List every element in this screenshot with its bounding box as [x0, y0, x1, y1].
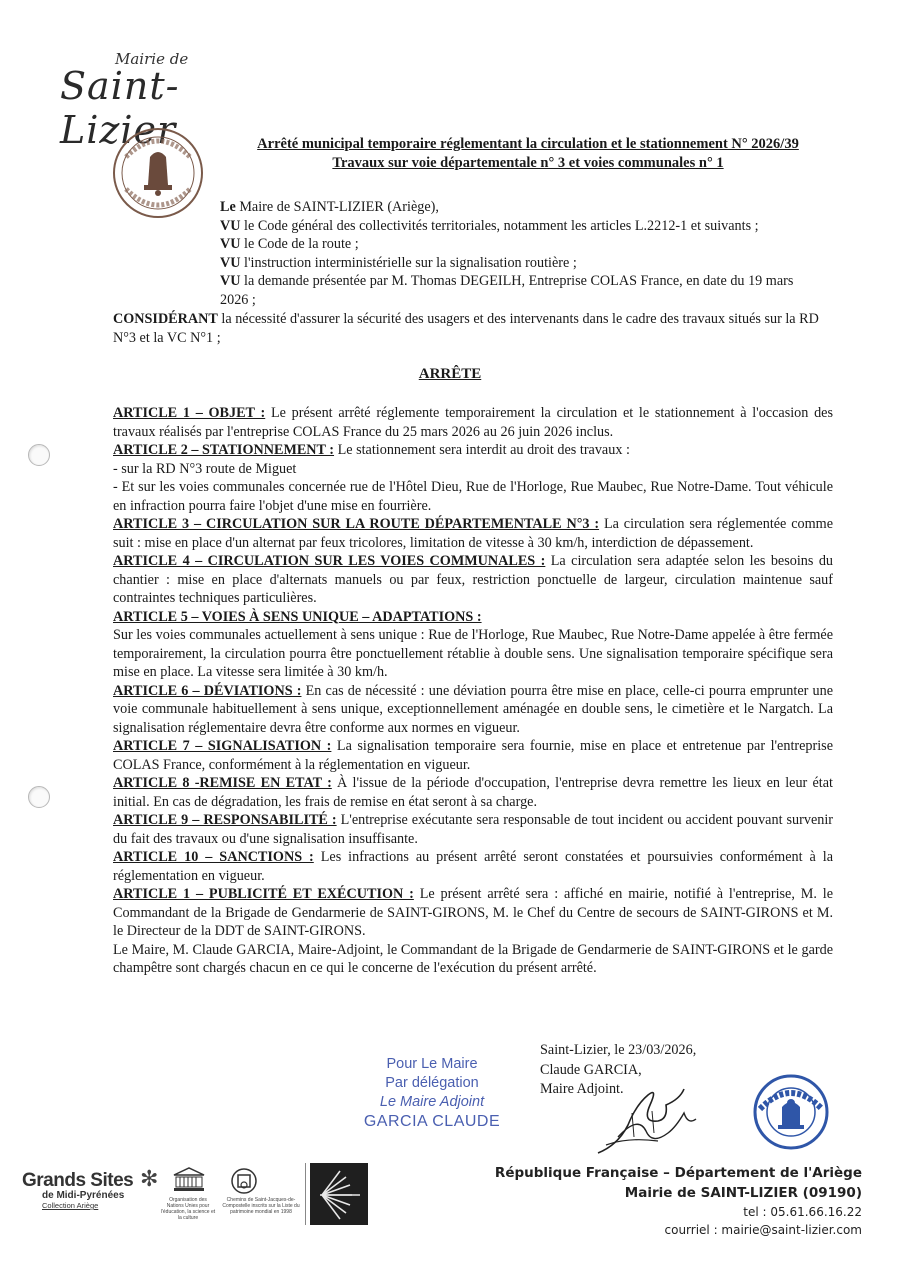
considerant [113, 310, 833, 347]
signoff-place-date: Saint-Lizier, le 23/03/2026, [540, 1042, 697, 1058]
municipal-seal-icon [112, 127, 204, 219]
considerant-text: la nécessité d'assurer la sécurité des usagers et des intervenants dans le cadre des travaux situés sur la RD N°3 et la VC N°1 ; [113, 311, 819, 346]
title-line-2: Travaux sur voie départementale n° 3 et voies communales n° 1 [332, 155, 724, 171]
article-6: ARTICLE 6 – DÉVIATIONS : En cas de nécessité : une déviation pourra être mise en place, celle-ci pourra emprunter une voie communale habituellement à sens unique, exceptionnellement aménagée en double sens, le cimetière et le Nargatch. La signalisation réglementaire devra être conforme aux normes en vigueur. [113, 682, 833, 736]
signoff-role: Maire Adjoint. [540, 1081, 624, 1097]
footer-contact [495, 1163, 862, 1239]
considerant-lead: CONSIDÉRANT [113, 311, 218, 327]
grands-sites-logo: ✻ Grands Sites de Midi-Pyrénées Collection Ariège [22, 1166, 159, 1210]
document-title [218, 135, 838, 173]
mairie-logo [60, 50, 270, 152]
article-10: ARTICLE 10 – SANCTIONS : Les infractions au présent arrêté seront constatées et poursuivies conformément à la réglementation en vigueur. [113, 849, 833, 884]
article-2-item: - Et sur les voies communales concernée rue de l'Hôtel Dieu, Rue de l'Horloge, Rue Maubec, Rue Notre-Dame. Tout véhicule en infraction pourra faire l'objet d'une mise en fourrière. [113, 479, 833, 514]
stamp-line-1: Pour Le Maire [386, 1056, 478, 1072]
footer-email: courriel : mairie@saint-lizier.com [664, 1223, 862, 1237]
compostelle-shell-icon [310, 1163, 368, 1225]
article-9: ARTICLE 9 – RESPONSABILITÉ : L'entreprise exécutante sera responsable de tout incident ou accident pouvant survenir du fait des travaux ou d'une signalisation insuffisante. [113, 812, 833, 847]
arrete-heading: ARRÊTE [418, 366, 482, 382]
compostelle-caption: Chemins de Saint-Jacques-de-Compostelle inscrits sur la Liste du patrimoine mondial en 1998 [222, 1197, 300, 1215]
stamp-line-4: GARCIA CLAUDE [363, 1113, 501, 1130]
article-11: ARTICLE 1 – PUBLICITÉ ET EXÉCUTION : Le présent arrêté sera : affiché en mairie, notifié à l'entreprise, M. le Commandant de la Brigade de Gendarmerie de SAINT-GIRONS, M. le Chef du Centre de secours de SAINT-GIRONS et M. le Directeur de la DDT de SAINT-GIRONS. [113, 886, 833, 939]
articles [113, 404, 833, 978]
world-heritage-icon [230, 1167, 258, 1195]
delegation-stamp [352, 1055, 512, 1131]
logo-divider [305, 1163, 306, 1225]
footer-line-2: Mairie de SAINT-LIZIER (09190) [624, 1185, 862, 1201]
punch-hole [28, 786, 50, 808]
preamble-line: VU l'instruction interministérielle sur la signalisation routière ; [220, 254, 577, 271]
stamp-line-2: Par délégation [385, 1075, 479, 1091]
article-11-body: Le Maire, M. Claude GARCIA, Maire-Adjoint, le Commandant de la Brigade de Gendarmerie de SAINT-GIRONS et le garde champêtre sont chargés chacun en ce qui le concerne de l'exécution du présent arrêté. [113, 941, 833, 976]
handwritten-signature [588, 1075, 708, 1165]
article-5-body: Sur les voies communales actuellement à sens unique : Rue de l'Horloge, Rue Maubec, Rue Notre-Dame appelée à être fermée temporairement, la circulation pourra être ponctuellement rétablie à double sens. Une signalisation temporaire spécifique sera mise en place. La vitesse sera limitée à 30 km/h. [113, 627, 833, 680]
article-2-item: - sur la RD N°3 route de Miguet [113, 460, 297, 477]
round-mairie-stamp-icon [752, 1073, 830, 1151]
logo-small-text: Mairie de [115, 50, 189, 68]
preamble [220, 198, 820, 309]
preamble-line: VU le Code général des collectivités territoriales, notamment les articles L.2212-1 et suivants ; [220, 217, 759, 234]
footer-tel: tel : 05.61.66.16.22 [743, 1205, 862, 1219]
unesco-temple-icon [172, 1167, 206, 1193]
logo-big-text: Saint-Lizier [60, 64, 180, 152]
signoff-name: Claude GARCIA, [540, 1061, 642, 1078]
article-8: ARTICLE 8 -REMISE EN ETAT : À l'issue de la période d'occupation, l'entreprise devra remettre les lieux en leur état initial. En cas de dégradation, les frais de remise en état seront à sa charge. [113, 775, 833, 810]
article-2: ARTICLE 2 – STATIONNEMENT : Le stationnement sera interdit au droit des travaux : [113, 442, 630, 458]
article-4: ARTICLE 4 – CIRCULATION SUR LES VOIES COMMUNALES : La circulation sera adaptée selon les besoins du chantier : mise en place d'alternats manuels ou par feux, restriction ponctuelle de largeur, circulation maintenue sauf contraintes techniques particulières. [113, 553, 834, 606]
article-7: ARTICLE 7 – SIGNALISATION : La signalisation temporaire sera fournie, mise en place et entretenue par l'entreprise COLAS France, conformément à la réglementation en vigueur. [113, 738, 833, 773]
stamp-line-3: Le Maire Adjoint [379, 1094, 485, 1110]
unesco-caption: Organisation des Nations Unies pour l'éducation, la science et la culture [160, 1197, 216, 1221]
title-line-1: Arrêté municipal temporaire réglementant la circulation et le stationnement N° 2026/39 [257, 136, 799, 152]
punch-hole [28, 444, 50, 466]
preamble-line: Le Maire de SAINT-LIZIER (Ariège), [220, 199, 439, 215]
article-1: ARTICLE 1 – OBJET : Le présent arrêté réglemente temporairement la circulation et le stationnement à l'occasion des travaux réalisés par l'entreprise COLAS France du 25 mars 2026 au 26 juin 2026 inclus. [113, 405, 833, 440]
flower-icon: ✻ [140, 1166, 159, 1191]
article-5: ARTICLE 5 – VOIES À SENS UNIQUE – ADAPTATIONS : [113, 608, 482, 625]
footer-line-1: République Française – Département de l'Ariège [494, 1165, 862, 1181]
preamble-line: VU le Code de la route ; [220, 236, 359, 252]
unesco-logo [160, 1165, 300, 1227]
preamble-line: VU la demande présentée par M. Thomas DEGEILH, Entreprise COLAS France, en date du 19 mars 2026 ; [220, 273, 794, 308]
article-3: ARTICLE 3 – CIRCULATION SUR LA ROUTE DÉPARTEMENTALE N°3 : La circulation sera réglementée comme suit : mise en place d'un alternat par feux tricolores, limitation de vitesse à 30 km/h, interdiction de dépassement. [113, 516, 833, 551]
